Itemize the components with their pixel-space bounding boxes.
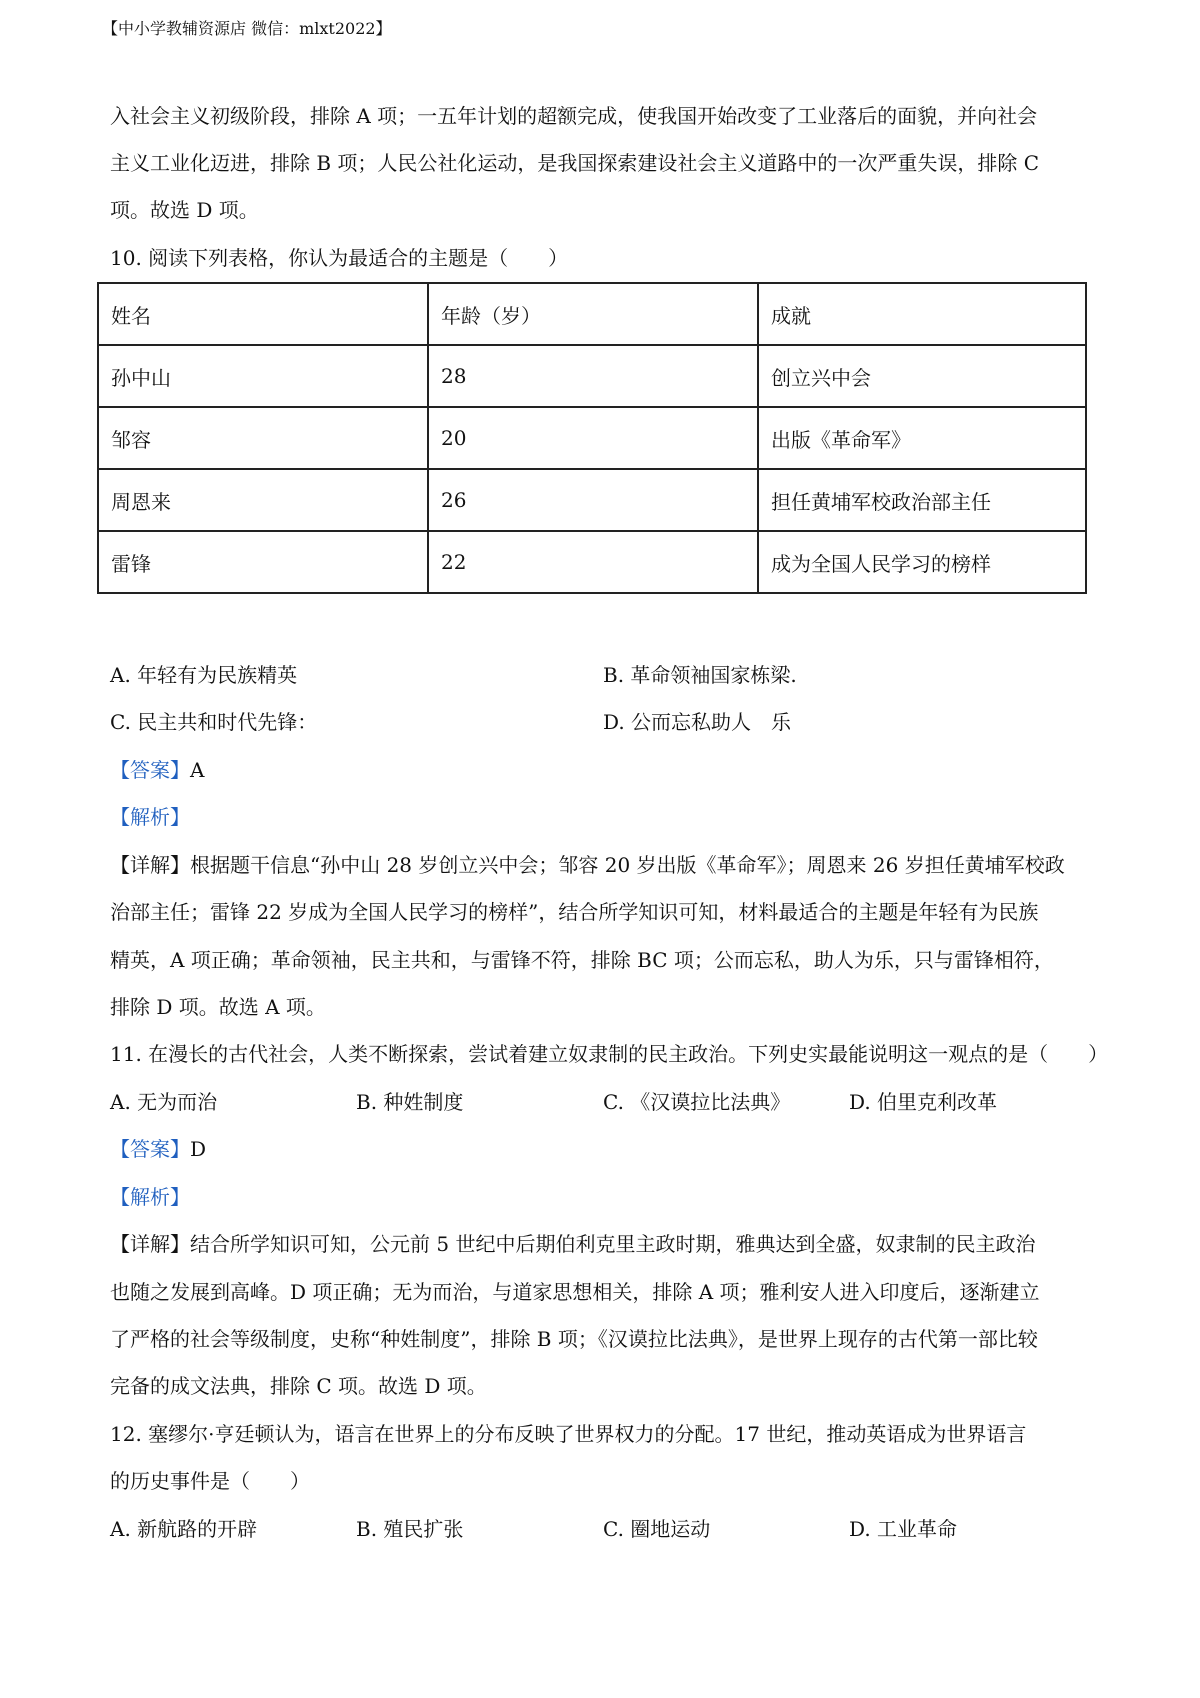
q11-option-c: C. 《汉谟拉比法典》: [603, 1090, 791, 1114]
table-cell: 28: [428, 345, 758, 407]
table-cell: 孙中山: [98, 345, 428, 407]
q11-analysis-label: 【解析】: [110, 1185, 190, 1209]
q11-option-a: A. 无为而治: [110, 1090, 218, 1114]
table-cell: 创立兴中会: [758, 345, 1086, 407]
table-cell: 20: [428, 407, 758, 469]
q12-option-a: A. 新航路的开辟: [110, 1517, 258, 1541]
table-row: [98, 469, 1086, 531]
table-cell: 担任黄埔军校政治部主任: [758, 469, 1086, 531]
q10-detail-line: 治部主任；雷锋 22 岁成为全国人民学习的榜样”，结合所学知识可知，材料最适合的主题是年轻有为民族: [110, 900, 1039, 924]
table-row: [98, 345, 1086, 407]
text-line: 主义工业化迈进，排除 B 项；人民公社化运动，是我国探索建设社会主义道路中的一次严重失误，排除 C: [110, 151, 1040, 175]
q10-answer: [110, 758, 204, 782]
q10-option-d: D. 公而忘私助人 乐: [603, 710, 792, 734]
q12-option-d: D. 工业革命: [849, 1517, 958, 1541]
q11-detail-line: 【详解】结合所学知识可知，公元前 5 世纪中后期伯利克里主政时期，雅典达到全盛，奴隶制的民主政治: [110, 1232, 1036, 1256]
answer-value: A: [190, 758, 205, 782]
q12-option-c: C. 圈地运动: [603, 1517, 711, 1541]
question-12-stem: 的历史事件是（ ）: [110, 1469, 310, 1493]
table-header-cell: 年龄（岁）: [428, 283, 758, 345]
q11-answer: [110, 1137, 206, 1161]
table-header-cell: 成就: [758, 283, 1086, 345]
page-header: 【中小学教辅资源店 微信：mlxt2022】: [102, 19, 392, 38]
text-line: 入社会主义初级阶段，排除 A 项；一五年计划的超额完成，使我国开始改变了工业落后的面貌，并向社会: [110, 104, 1038, 128]
q10-option-b: B. 革命领袖国家栋梁.: [603, 663, 797, 687]
text-line: 项。故选 D 项。: [110, 198, 259, 222]
q10-analysis-label: 【解析】: [110, 805, 190, 829]
question-11-stem: 11. 在漫长的古代社会，人类不断探索，尝试着建立奴隶制的民主政治。下列史实最能说明这一观点的是（ ）: [110, 1042, 1109, 1066]
answer-label: 【答案】: [110, 758, 190, 782]
table-cell: 出版《革命军》: [758, 407, 1086, 469]
table-cell: 22: [428, 531, 758, 593]
table-row: [98, 407, 1086, 469]
table-header-row: [98, 283, 1086, 345]
q12-option-b: B. 殖民扩张: [356, 1517, 464, 1541]
answer-value: D: [190, 1137, 207, 1161]
table-cell: 邹容: [98, 407, 428, 469]
q11-option-b: B. 种姓制度: [356, 1090, 464, 1114]
q11-detail-line: 也随之发展到高峰。D 项正确；无为而治，与道家思想相关，排除 A 项；雅利安人进入印度后，逐渐建立: [110, 1280, 1040, 1304]
q10-detail-line: 精英，A 项正确；革命领袖，民主共和，与雷锋不符，排除 BC 项；公而忘私，助人为乐，只与雷锋相符，: [110, 948, 1054, 972]
q10-option-c: C. 民主共和时代先锋：: [110, 710, 318, 734]
table-cell: 成为全国人民学习的榜样: [758, 531, 1086, 593]
table-row: [98, 531, 1086, 593]
table-cell: 雷锋: [98, 531, 428, 593]
q10-table: [97, 282, 1087, 594]
table-cell: 26: [428, 469, 758, 531]
q10-detail-line: 【详解】根据题干信息“孙中山 28 岁创立兴中会；邹容 20 岁出版《革命军》；周恩来 26 岁担任黄埔军校政: [110, 853, 1065, 877]
answer-label: 【答案】: [110, 1137, 190, 1161]
table-cell: 周恩来: [98, 469, 428, 531]
q11-option-d: D. 伯里克利改革: [849, 1090, 998, 1114]
q10-detail-line: 排除 D 项。故选 A 项。: [110, 995, 326, 1019]
q11-detail-line: 了严格的社会等级制度，史称“种姓制度”，排除 B 项；《汉谟拉比法典》，是世界上现存的古代第一部比较: [110, 1327, 1038, 1351]
q11-detail-line: 完备的成文法典，排除 C 项。故选 D 项。: [110, 1374, 487, 1398]
q10-option-a: A. 年轻有为民族精英: [110, 663, 298, 687]
question-12-stem: 12. 塞缪尔·亨廷顿认为，语言在世界上的分布反映了世界权力的分配。17 世纪，推动英语成为世界语言: [110, 1422, 1027, 1446]
table-header-cell: 姓名: [98, 283, 428, 345]
question-10-stem: 10. 阅读下列表格，你认为最适合的主题是（ ）: [110, 246, 569, 270]
